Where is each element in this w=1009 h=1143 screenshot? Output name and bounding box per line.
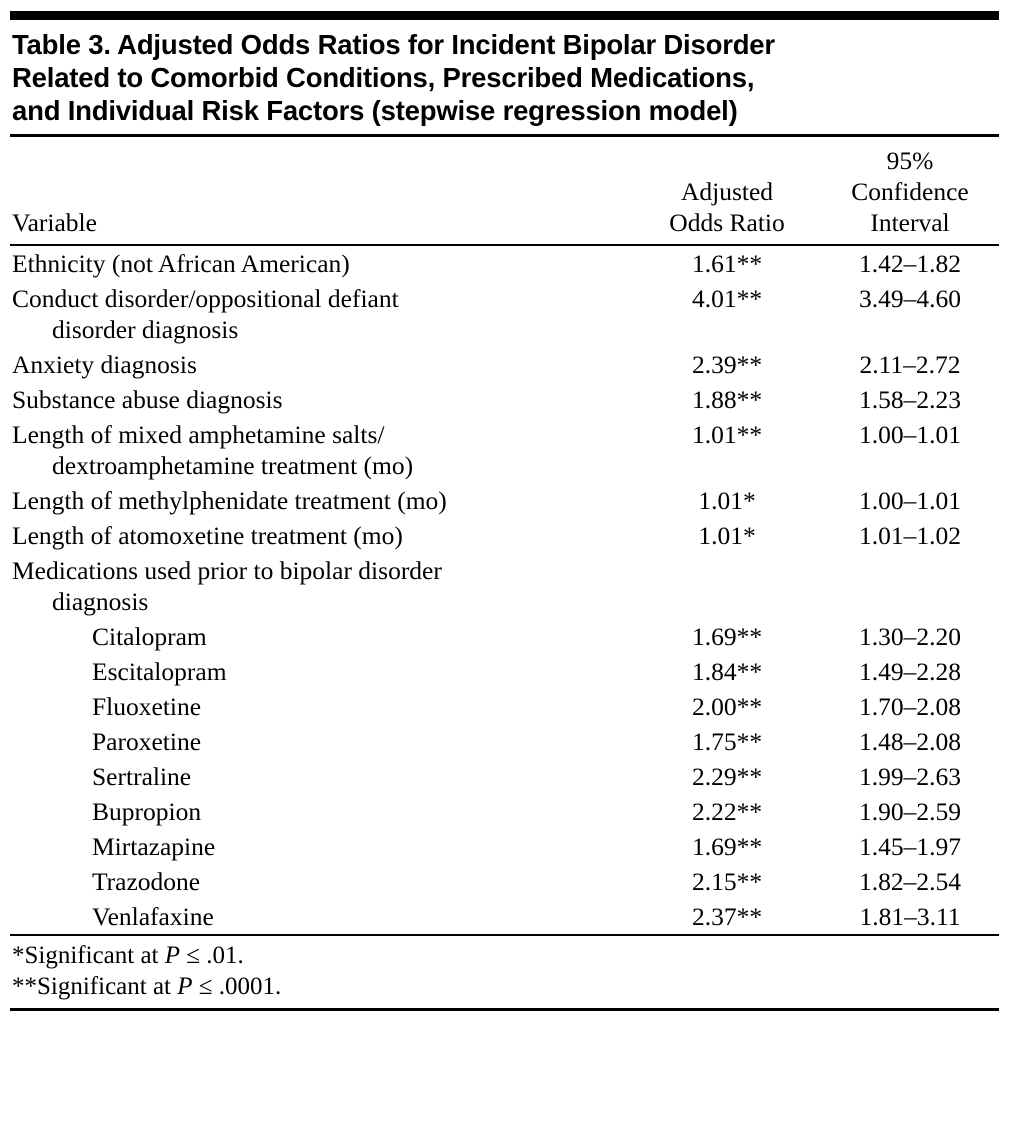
row-variable	[10, 417, 633, 483]
table-row	[10, 553, 999, 619]
row-confidence-interval: 1.01–1.02	[858, 521, 961, 550]
footnote-marker: *	[12, 942, 25, 969]
footnote-value: ≤ .0001.	[192, 973, 282, 1000]
row-variable-label: Venlafaxine	[92, 902, 214, 931]
table-title-line-2: Related to Comorbid Conditions, Prescribed Medications,	[12, 62, 755, 93]
row-odds-ratio: 1.01*	[698, 521, 756, 550]
header-ci-line-2: Confidence	[851, 177, 969, 206]
header-odds-ratio-line-1: Adjusted	[680, 177, 774, 206]
row-variable-label: Paroxetine	[92, 727, 202, 756]
row-confidence-interval: 1.58–2.23	[858, 385, 961, 414]
table-footnotes	[10, 936, 999, 1008]
row-confidence-interval: 1.00–1.01	[858, 486, 961, 515]
row-variable-label: Bupropion	[92, 797, 202, 826]
row-variable-label: Length of mixed amphetamine salts/	[12, 420, 385, 449]
row-odds-ratio: 1.75**	[691, 727, 763, 756]
row-variable-continuation: dextroamphetamine treatment (mo)	[52, 451, 414, 480]
table-row	[10, 382, 999, 417]
table-row	[10, 619, 999, 654]
table-title-line-3: and Individual Risk Factors (stepwise regression model)	[12, 95, 738, 126]
header-ci-line-3: Interval	[870, 208, 950, 237]
table-title	[10, 20, 999, 134]
row-variable	[10, 347, 633, 382]
row-variable-label: Citalopram	[92, 622, 207, 651]
table-row	[10, 246, 999, 281]
row-confidence-interval	[821, 553, 999, 619]
row-variable	[10, 553, 633, 619]
odds-ratio-table	[10, 137, 999, 244]
row-confidence-interval: 1.70–2.08	[858, 692, 961, 721]
row-odds-ratio: 2.00**	[691, 692, 763, 721]
row-variable	[10, 654, 633, 689]
table-row	[10, 724, 999, 759]
row-confidence-interval: 3.49–4.60	[858, 284, 961, 313]
row-confidence-interval: 1.81–3.11	[859, 902, 961, 931]
row-variable-label: Escitalopram	[92, 657, 227, 686]
table-row	[10, 417, 999, 483]
row-variable	[10, 864, 633, 899]
row-variable	[10, 483, 633, 518]
row-confidence-interval: 1.45–1.97	[858, 832, 961, 861]
footnote	[12, 971, 997, 1002]
row-variable	[10, 689, 633, 724]
row-odds-ratio: 2.37**	[691, 902, 763, 931]
row-variable	[10, 829, 633, 864]
row-odds-ratio: 2.29**	[691, 762, 763, 791]
header-ci-line-1: 95%	[886, 146, 934, 175]
row-variable-label: Mirtazapine	[92, 832, 216, 861]
row-variable-label: Ethnicity (not African American)	[12, 249, 350, 278]
row-confidence-interval: 1.00–1.01	[858, 420, 961, 449]
table-row	[10, 654, 999, 689]
table-title-line-1: Table 3. Adjusted Odds Ratios for Incident Bipolar Disorder	[12, 29, 775, 60]
row-odds-ratio: 1.88**	[691, 385, 763, 414]
header-odds-ratio	[633, 137, 821, 244]
header-variable-label: Variable	[12, 208, 97, 237]
row-odds-ratio: 2.22**	[691, 797, 763, 826]
footnote-text: Significant at	[37, 973, 178, 1000]
bottom-rule	[10, 1008, 999, 1011]
odds-ratio-table-body	[10, 246, 999, 934]
row-variable	[10, 246, 633, 281]
row-odds-ratio: 1.69**	[691, 832, 763, 861]
row-variable-label: Length of atomoxetine treatment (mo)	[12, 521, 403, 550]
row-odds-ratio: 2.39**	[691, 350, 763, 379]
row-variable-label: Fluoxetine	[92, 692, 202, 721]
row-odds-ratio: 2.15**	[691, 867, 763, 896]
table-page	[0, 11, 1009, 1143]
row-odds-ratio: 1.84**	[691, 657, 763, 686]
footnote-value: ≤ .01.	[180, 942, 244, 969]
row-odds-ratio: 1.01*	[698, 486, 756, 515]
table-row	[10, 483, 999, 518]
row-confidence-interval: 1.99–2.63	[858, 762, 961, 791]
row-variable-label: Sertraline	[92, 762, 192, 791]
row-variable-continuation: diagnosis	[52, 587, 149, 616]
row-confidence-interval: 1.42–1.82	[858, 249, 961, 278]
header-variable	[10, 137, 633, 244]
table-row	[10, 347, 999, 382]
row-variable	[10, 382, 633, 417]
table-row	[10, 864, 999, 899]
row-confidence-interval: 1.90–2.59	[858, 797, 961, 826]
row-odds-ratio: 1.69**	[691, 622, 763, 651]
header-odds-ratio-line-2: Odds Ratio	[669, 208, 785, 237]
table-row	[10, 689, 999, 724]
row-variable-label: Anxiety diagnosis	[12, 350, 197, 379]
row-variable-label: Conduct disorder/oppositional defiant	[12, 284, 399, 313]
row-confidence-interval: 1.30–2.20	[858, 622, 961, 651]
footnote-text: Significant at	[24, 942, 165, 969]
header-confidence-interval	[821, 137, 999, 244]
row-variable-label: Medications used prior to bipolar disorder	[12, 556, 442, 585]
row-variable	[10, 619, 633, 654]
row-variable	[10, 794, 633, 829]
row-variable	[10, 281, 633, 347]
footnote	[12, 940, 997, 971]
row-confidence-interval: 1.48–2.08	[858, 727, 961, 756]
header-row	[10, 137, 999, 244]
row-variable	[10, 899, 633, 934]
row-odds-ratio	[633, 553, 821, 619]
row-odds-ratio: 1.01**	[691, 420, 763, 449]
footnote-statistic-symbol: P	[164, 942, 181, 969]
footnote-statistic-symbol: P	[177, 973, 193, 1000]
row-variable-continuation: disorder diagnosis	[52, 315, 239, 344]
row-variable	[10, 518, 633, 553]
row-confidence-interval: 2.11–2.72	[859, 350, 961, 379]
table-row	[10, 281, 999, 347]
table-body	[10, 246, 999, 934]
row-odds-ratio: 4.01**	[691, 284, 763, 313]
top-rule	[10, 11, 999, 20]
table-row	[10, 829, 999, 864]
table-row	[10, 899, 999, 934]
table-header	[10, 137, 999, 244]
table-row	[10, 794, 999, 829]
row-variable-label: Trazodone	[92, 867, 201, 896]
footnote-marker: **	[12, 973, 37, 1000]
table-row	[10, 759, 999, 794]
row-variable	[10, 759, 633, 794]
row-variable	[10, 724, 633, 759]
row-confidence-interval: 1.49–2.28	[858, 657, 961, 686]
row-variable-label: Substance abuse diagnosis	[12, 385, 283, 414]
table-row	[10, 518, 999, 553]
row-odds-ratio: 1.61**	[691, 249, 763, 278]
row-confidence-interval: 1.82–2.54	[858, 867, 961, 896]
row-variable-label: Length of methylphenidate treatment (mo)	[12, 486, 447, 515]
